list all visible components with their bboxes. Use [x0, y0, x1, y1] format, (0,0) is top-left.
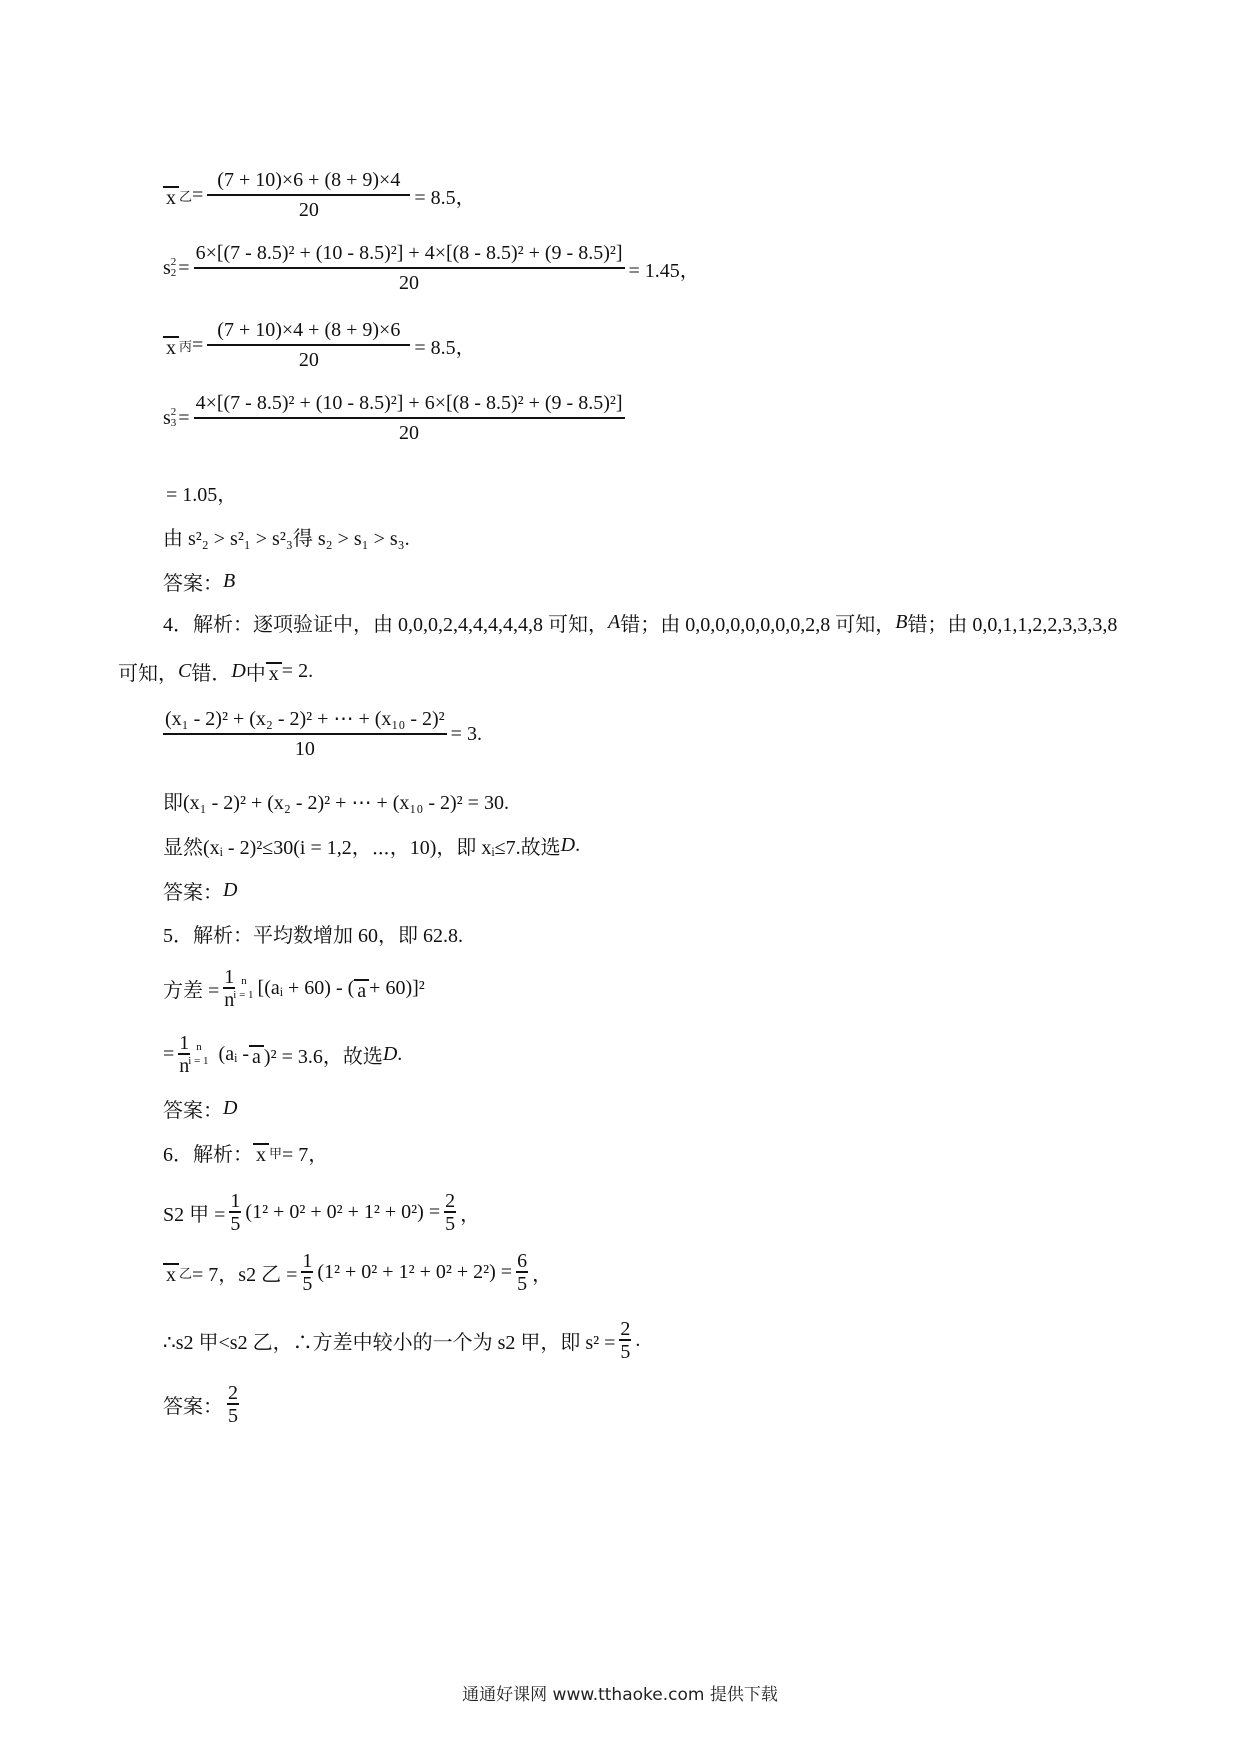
q6-variance-jia: [163, 1189, 481, 1235]
sup-sub: [171, 407, 177, 429]
expression: )² = 3.6，故选: [263, 1045, 383, 1068]
numerator: 1: [230, 1189, 241, 1212]
numerator: (7 + 10)×6 + (8 + 9)×4: [207, 168, 410, 196]
answer-value: D: [223, 878, 238, 901]
fraction: [301, 1251, 313, 1294]
expression: + 60)]²: [369, 976, 425, 999]
expression: (1² + 0² + 1² + 0² + 2²) =: [317, 1260, 513, 1283]
q5-line-1: 5．解析：平均数增加 60，即 62.8.: [163, 924, 463, 947]
q5-variance-line: [163, 965, 425, 1011]
variance-jia-label: S2 甲 =: [163, 1203, 226, 1226]
mean-yi-line: [163, 168, 476, 221]
option-b: B: [895, 610, 908, 633]
numerator: 2: [445, 1189, 456, 1212]
q4-text: 错；由 0,0,0,0,0,0,0,0,2,8 可知，: [620, 613, 896, 636]
fraction: [444, 1191, 456, 1234]
answer-label: 答案：: [163, 572, 223, 595]
option-a: A: [608, 610, 621, 633]
comparison-line: 由 s²₂ > s²₁ > s²₃得 s₂ > s₁ > s₃.: [163, 527, 410, 550]
sum-lower: i = 1: [188, 1055, 209, 1067]
q4-text: 4．解析：逐项验证中，由 0,0,0,2,4,4,4,4,4,8 可知，: [163, 613, 608, 636]
result: = 1.45，: [628, 259, 700, 282]
q4-line-1: [163, 602, 1117, 642]
answer-label: 答案：: [163, 1395, 223, 1418]
comma: ，: [460, 1203, 481, 1226]
q4-text: 错；由 0,0,1,1,2,2,3,3,3,8: [907, 613, 1118, 636]
subscript-yi: 乙: [179, 188, 193, 204]
answer-value: B: [223, 569, 236, 592]
sub: 3: [170, 417, 177, 429]
option-d: D: [560, 833, 576, 856]
s-symbol: s: [163, 406, 171, 429]
q4-text: 中: [245, 662, 266, 685]
fraction: [516, 1251, 528, 1294]
numerator: 1: [224, 965, 235, 988]
numerator: 6: [517, 1249, 528, 1272]
fraction: [163, 707, 447, 762]
equals: =: [178, 406, 190, 429]
numerator: 4×[(7 - 8.5)² + (10 - 8.5)²] + 6×[(8 - 8.5)² + (9 - 8.5)²]: [194, 391, 625, 419]
equals: =: [163, 1042, 175, 1065]
summation: [188, 1040, 208, 1068]
numerator: 1: [179, 1031, 190, 1054]
q6-text: 6．解析：: [163, 1143, 253, 1166]
q6-therefore-line: [163, 1317, 641, 1363]
q6-variance-yi: [163, 1249, 553, 1295]
equals: =: [178, 256, 190, 279]
q4-fraction-line: [163, 707, 482, 760]
q5-result-line: [163, 1031, 403, 1077]
numerator: 1: [302, 1249, 313, 1272]
q4-text: = 2.: [281, 659, 314, 682]
variance-2-line: [163, 241, 700, 294]
denominator: n: [224, 988, 235, 1011]
answer-label: 答案：: [163, 881, 223, 904]
numerator: (7 + 10)×4 + (8 + 9)×6: [207, 318, 410, 346]
x-bar: x: [163, 336, 179, 358]
sup: 2: [170, 406, 177, 418]
mean-bing-line: [163, 318, 476, 371]
sum-upper: n: [196, 1041, 202, 1053]
period: .: [397, 1042, 403, 1065]
fraction: [229, 1191, 241, 1234]
expression: (1² + 0² + 0² + 1² + 0²) =: [245, 1200, 441, 1223]
sup-sub: [171, 257, 177, 279]
s-symbol: s: [163, 256, 171, 279]
equals: =: [192, 183, 204, 206]
sum-upper: n: [241, 975, 247, 987]
result: = 7，: [282, 1143, 329, 1166]
fraction: [619, 1319, 631, 1362]
page-footer: 通通好课网 www.tthaoke.com 提供下载: [462, 1685, 778, 1705]
a-bar: a: [249, 1045, 264, 1067]
x-bar: x: [163, 186, 179, 208]
denominator: 20: [298, 198, 319, 221]
q4-text: 可知，: [118, 662, 178, 685]
option-d: D: [382, 1042, 398, 1065]
fraction: [194, 391, 625, 446]
option-d: D: [231, 659, 246, 682]
answer-6: [163, 1381, 243, 1427]
x-bar: x: [163, 1263, 179, 1285]
numerator: 6×[(7 - 8.5)² + (10 - 8.5)²] + 4×[(8 - 8.5)² + (9 - 8.5)²]: [194, 241, 625, 269]
fraction: [227, 1383, 239, 1426]
numerator: 2: [228, 1381, 238, 1404]
fraction: [207, 318, 410, 373]
result-1-05: = 1.05，: [166, 483, 238, 506]
denominator: 5: [445, 1212, 456, 1235]
subscript-bing: 丙: [179, 338, 193, 354]
q4-text: 错．: [191, 662, 232, 685]
expression: = 7，s2 乙 =: [192, 1263, 298, 1286]
variance-3-line: [163, 391, 629, 444]
expression: ∴s2 甲<s2 乙，∴方差中较小的一个为 s2 甲，即 s² =: [163, 1331, 616, 1354]
expression: [(aᵢ + 60) - (: [257, 976, 355, 999]
period: .: [575, 833, 581, 856]
answer-4: [163, 870, 237, 910]
x-bar: x: [266, 662, 282, 684]
equals: =: [192, 333, 204, 356]
x-bar: x: [253, 1143, 269, 1165]
subscript-jia: 甲: [269, 1145, 283, 1161]
q6-line-1: [163, 1132, 328, 1172]
sum-lower: i = 1: [233, 989, 254, 1001]
q4-conclusion: [163, 825, 580, 865]
denominator: 10: [294, 737, 315, 760]
a-bar: a: [354, 979, 369, 1001]
result: = 8.5，: [414, 336, 476, 359]
summation: [233, 974, 253, 1002]
denominator: 20: [399, 421, 420, 444]
denominator: 5: [302, 1272, 313, 1295]
numerator: 2: [620, 1317, 631, 1340]
answer-3: [163, 561, 235, 601]
answer-label: 答案：: [163, 1099, 223, 1122]
result: = 8.5，: [414, 186, 476, 209]
variance-label: 方差 =: [163, 979, 220, 1002]
numerator: (x₁ - 2)² + (x₂ - 2)² + ⋯ + (x₁₀ - 2)²: [163, 707, 447, 735]
denominator: 20: [298, 348, 319, 371]
subscript-yi: 乙: [179, 1265, 193, 1281]
denominator: 5: [228, 1404, 238, 1427]
answer-value: D: [223, 1096, 238, 1119]
denominator: 5: [517, 1272, 528, 1295]
period: .: [635, 1328, 641, 1351]
denominator: n: [179, 1054, 190, 1077]
denominator: 20: [399, 271, 420, 294]
denominator: 5: [620, 1340, 631, 1363]
sup: 2: [170, 256, 177, 268]
q4-sum-line: 即(x₁ - 2)² + (x₂ - 2)² + ⋯ + (x₁₀ - 2)² = 30.: [163, 791, 509, 814]
answer-5: [163, 1088, 237, 1128]
fraction: [207, 168, 410, 223]
expression: (aᵢ -: [218, 1042, 250, 1065]
result: = 3.: [450, 722, 482, 745]
q4-text: 显然(xᵢ - 2)²≤30(i = 1,2，⋯，10)，即 xᵢ≤7.故选: [163, 836, 561, 859]
q4-line-2: [118, 651, 313, 691]
denominator: 5: [230, 1212, 241, 1235]
sub: 2: [170, 267, 177, 279]
option-c: C: [178, 659, 192, 682]
fraction: [194, 241, 625, 296]
comma: ，: [532, 1263, 553, 1286]
